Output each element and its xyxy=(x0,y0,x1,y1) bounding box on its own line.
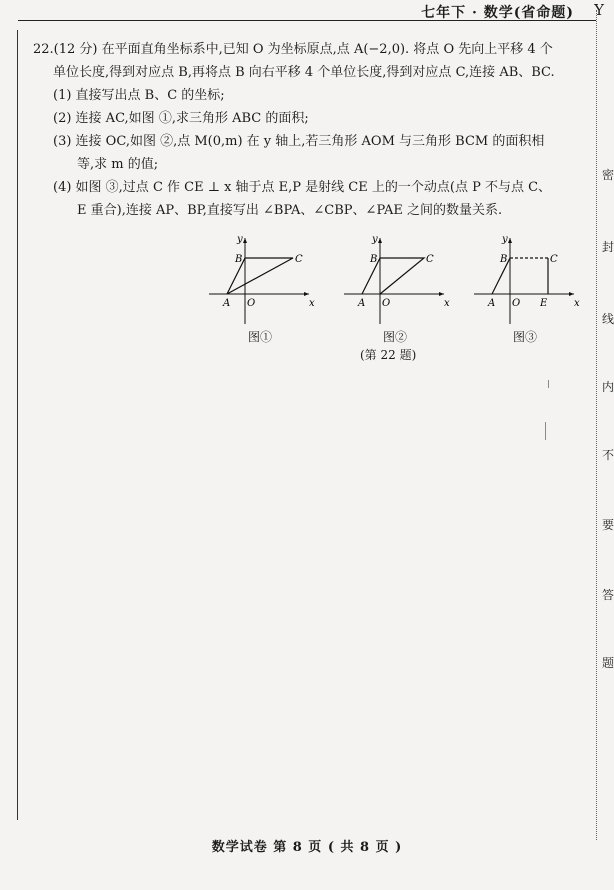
y-axis-label: y xyxy=(372,234,378,245)
figure-2 xyxy=(340,232,450,342)
question-figure-caption: (第 22 题) xyxy=(360,348,417,362)
sub-question-4-cont: E 重合),连接 AP、BP,直接写出 ∠BPA、∠CBP、∠PAE 之间的数量关系. xyxy=(77,203,503,218)
point-b-label: B xyxy=(370,254,378,265)
figure-3 xyxy=(470,232,580,342)
figure-2-caption: 图② xyxy=(382,330,407,344)
point-a-label: A xyxy=(488,298,496,309)
question-stem-line: 单位长度,得到对应点 B,再将点 B 向右平移 4 个单位长度,得到对应点 C,连接 AB、BC. xyxy=(53,65,555,80)
seal-char: 题 xyxy=(602,656,614,670)
seal-char: 要 xyxy=(602,518,614,532)
x-axis-label: x xyxy=(574,298,580,309)
header-title: 七年下 · 数学(省命题) xyxy=(421,5,574,21)
y-axis-label: y xyxy=(502,234,508,245)
seal-char: 内 xyxy=(602,380,614,394)
seal-char: 密 xyxy=(602,168,614,182)
question-22 xyxy=(33,38,581,222)
scan-mark xyxy=(545,422,546,440)
point-c-label: C xyxy=(426,254,434,265)
figure-1-caption: 图① xyxy=(247,330,272,344)
sub-question-4: (4) 如图 ③,过点 C 作 CE ⊥ x 轴于点 E,P 是射线 CE 上的一个动点(点 P 不与点 C、 xyxy=(53,180,552,195)
origin-label: O xyxy=(247,298,256,309)
origin-label: O xyxy=(512,298,521,309)
sub-question-2: (2) 连接 AC,如图 ①,求三角形 ABC 的面积; xyxy=(53,111,309,126)
sub-question-3: (3) 连接 OC,如图 ②,点 M(0,m) 在 y 轴上,若三角形 AOM 与三角形 BCM 的面积相 xyxy=(53,134,545,149)
page-footer: 数学试卷 第 8 页 ( 共 8 页 ) xyxy=(211,840,403,855)
figure-2-graph xyxy=(340,232,450,328)
x-axis-label: x xyxy=(444,298,450,309)
point-c-label: C xyxy=(295,254,303,265)
question-stem-line: 22.(12 分) 在平面直角坐标系中,已知 O 为坐标原点,点 A(−2,0). 将点 O 先向上平移 4 个 xyxy=(33,42,553,57)
figure-1-graph xyxy=(205,232,315,328)
point-a-label: A xyxy=(223,298,231,309)
point-b-label: B xyxy=(235,254,243,265)
point-a-label: A xyxy=(358,298,366,309)
page-header xyxy=(0,0,614,26)
figure-3-caption: 图③ xyxy=(512,330,537,344)
sub-question-1: (1) 直接写出点 B、C 的坐标; xyxy=(53,88,225,103)
point-c-label: C xyxy=(550,254,558,265)
seal-char: 不 xyxy=(602,448,614,462)
seal-char: 封 xyxy=(602,240,614,254)
figure-1 xyxy=(205,232,315,342)
seal-char: 答 xyxy=(602,588,614,602)
sub-question-3-cont: 等,求 m 的值; xyxy=(77,157,159,172)
header-rule xyxy=(18,20,596,21)
header-code: Y xyxy=(594,1,604,19)
seal-char: 线 xyxy=(602,312,614,326)
point-b-label: B xyxy=(500,254,508,265)
figure-3-graph xyxy=(470,232,580,328)
origin-label: O xyxy=(382,298,391,309)
scan-mark xyxy=(548,380,549,388)
point-e-label: E xyxy=(540,298,548,309)
left-margin-rule xyxy=(17,30,18,820)
binding-line xyxy=(596,10,597,840)
y-axis-label: y xyxy=(237,234,243,245)
x-axis-label: x xyxy=(309,298,315,309)
